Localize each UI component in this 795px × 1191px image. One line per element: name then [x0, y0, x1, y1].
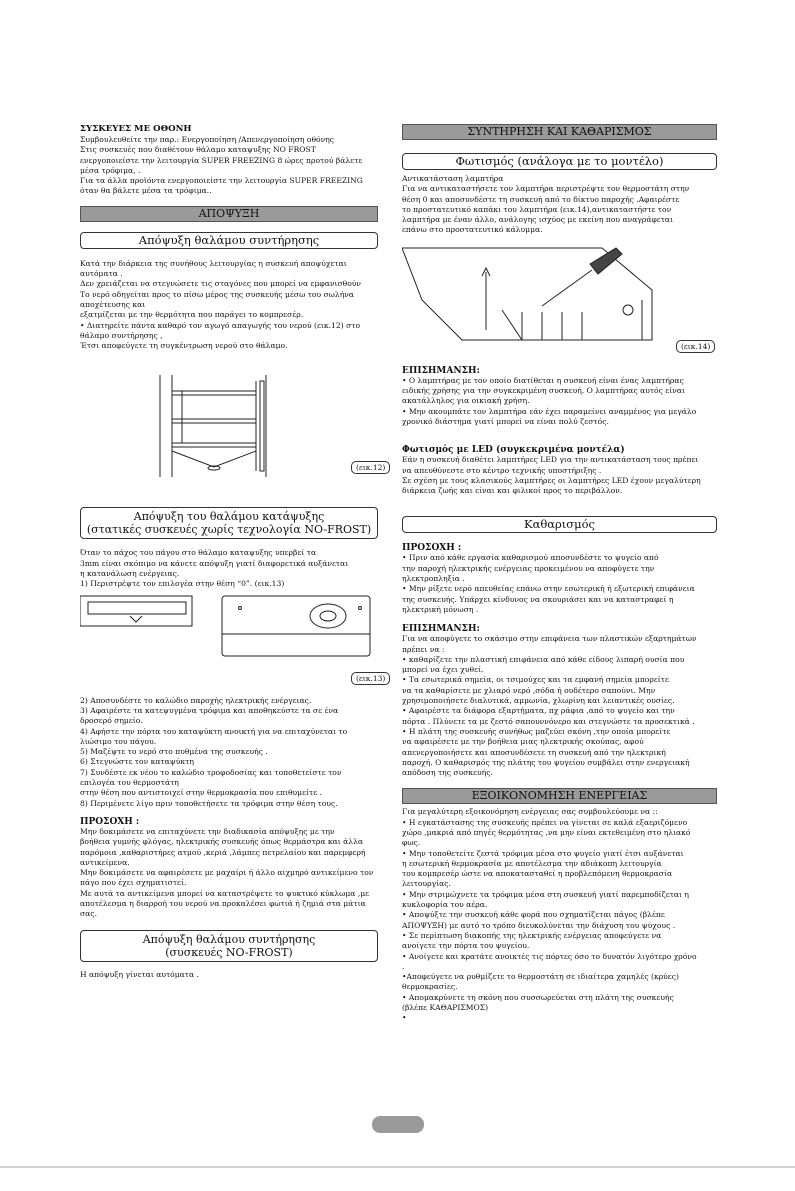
text-line: Έτσι αποφεύγετε τη συγκέντρωση νερού στο θάλαμο. — [80, 341, 288, 351]
fridge-defrost-heading: Απόψυξη θαλάμου συντήρησης — [80, 232, 378, 249]
text-line: να αφαιρέσετε με την βοήθεια μιας ηλεκτρικής σκούπας, αφού — [402, 737, 644, 747]
text-line: ΑΠΟΨΥΞΗ) με αυτό το τρόπο διευκολύνεται την διάχυση του ψύχους . — [402, 920, 676, 930]
step-line: στην θέση που αντιστοιχεί στην θερμοκρασία που επιθυμείτε . — [80, 788, 322, 798]
text-line: • Αφαιρέστε τα διάφορα εξαρτήματα, πχ ράφια ,από το ψυγείο και την — [402, 706, 675, 716]
lamp-cover-illustration — [402, 240, 717, 358]
text-line: Όταν το πάχος του πάγου στο θάλαμο καταψυξης υπερβεί τα — [80, 548, 317, 558]
text-line: • Ο λαμπτήρας με τον οποίο διατίθεται η συσκευή είναι ένας λαμπτήρας — [402, 375, 684, 385]
text-line: το προστατευτικό καπάκι του λαμπτήρα (εικ.14),αντικαταστήστε τον — [402, 204, 672, 214]
text-line: η κατανάλωση ενέργειας. — [80, 569, 180, 579]
display-devices-text — [80, 135, 378, 197]
cleaning-heading: Καθαρισμός — [402, 516, 717, 533]
text-line: • καθαρίζετε την πλαστική επιφάνεια από κάθε είδους λιπαρή ουσία που — [402, 654, 685, 664]
text-line: αυτόματα . — [80, 269, 123, 279]
text-line: • Διατηρείτε πάντα καθαρό τον αγωγό απαγωγής του νερού (εικ.12) στο — [80, 320, 361, 330]
step-line: επιλογέα του θερμοστάτη — [80, 778, 179, 788]
text-line: Σε σχέση με τους κλασικούς λαμπτήρες οι λαμπτήρες LED έχουν μεγαλύτερη — [402, 475, 701, 485]
text-line: . — [402, 961, 405, 971]
figure-12-label: (εικ.12) — [351, 461, 390, 474]
text-line: ηλεκτρική μόνωση . — [402, 604, 479, 614]
freezer-defrost-title: Απόψυξη του θαλάμου κατάψυξης — [133, 510, 325, 524]
text-line: κυκλοφορία του αέρα. — [402, 900, 488, 910]
text-line: πρέπει να : — [402, 644, 445, 654]
step-line: λιώσιμο του πάγου. — [80, 736, 157, 746]
text-line: λαμπτήρα με έναν άλλο, ανάλογης ισχύος με εκείνη που αναγράφεται — [402, 215, 674, 225]
text-line: 3mm είναι σκόπιμο να κάνετε απόψυξη γιατί διαφορετικά αυξάνεται — [80, 558, 349, 568]
text-line: Κατά την διάρκεια της συνήθους λειτουργίας η συσκευή αποψύχεται — [80, 258, 347, 268]
text-line: Με αυτά τα αντικείμενα μπορεί να καταστρέψετε το ψυκτικό κύκλωμα ,με — [80, 888, 370, 898]
text-line: Μην δοκιμάσετε να επιταχύνετε την διαδικασία απόψυξης με την — [80, 826, 335, 836]
nofrost-defrost-title: Απόψυξη θαλάμου συντήρησης — [142, 932, 316, 946]
text-line: θάλαμο συντήρησης , — [80, 330, 163, 340]
text-line: •Αποφεύγετε να ρυθμίζετε το θερμοστάτη σε ιδιαίτερα χαμηλές (κρύες) — [402, 972, 679, 982]
step-line: 4) Αφήστε την πόρτα του καταψύκτη ανοικτή για να επιταχύνεται το — [80, 726, 348, 736]
text-line: • Μην ακουμπάτε τον λαμπτήρα εάν έχει παραμείνει αναμμένος για μεγάλο — [402, 406, 697, 416]
text-line: σας. — [80, 909, 97, 919]
lamp-note-text — [402, 376, 717, 427]
lighting-heading: Φωτισμός (ανάλογα με το μοντέλο) — [402, 153, 717, 170]
fridge-interior-illustration — [80, 371, 378, 481]
freezer-defrost-heading — [80, 507, 378, 539]
text-line: • Μην ρίξετε νερό απευθείας επάνω στην εσωτερική ή εξωτερική επιφάνεια — [402, 584, 695, 594]
freezer-defrost-subtitle: (στατικές συσκευές χωρίς τεχνολογία NO-FROST) — [86, 523, 372, 537]
text-line: η εσωτερική θερμοκρασία με αποτέλεσμα την αδιάκοπη λειτουργία — [402, 858, 662, 868]
maintenance-section-bar: ΣΥΝΤΗΡΗΣΗ ΚΑΙ ΚΑΘΑΡΙΣΜΟΣ — [402, 124, 717, 140]
text-line: Το νερό οδηγείται προς το πίσω μέρος της συσκευής μέσω του σωλήνα — [80, 289, 354, 299]
text-line: Για τα άλλα προϊόντα ενεργοποιείστε την λειτουργία SUPER FREEZING — [80, 176, 363, 186]
text-line: ανοίγετε την πόρτα του ψυγείου. — [402, 941, 530, 951]
text-line: Για να αποφύγετε το σκάσιμο στην επιφάνεια των πλαστικών εξαρτημάτων — [402, 634, 697, 644]
text-line: Στις συσκευές που διαθέτουν θάλαμο καταψυξης NO FROST — [80, 145, 316, 155]
right-caution-text — [402, 553, 717, 615]
led-lighting-text — [402, 455, 717, 496]
defrost-section-bar: ΑΠΟΨΥΞΗ — [80, 206, 378, 222]
figure-14 — [402, 240, 717, 358]
text-line: Δεν χρειάζεται να στεγνώσετε τις σταγόνες που μπορεί να εμφανισθούν — [80, 279, 362, 289]
text-line: της συσκευής. Υπάρχει κίνδυνος να σκουριάσει και να καταστραφεί η — [402, 594, 674, 604]
text-line: • Πριν από κάθε εργασία καθαρισμού αποσυνδέστε το ψυγείο από — [402, 553, 659, 563]
text-line: πάγο που έχει σχηματιστεί. — [80, 878, 187, 888]
figure-13-label: (εικ.13) — [351, 672, 390, 685]
text-line: παρόμοια ,καθαριστήρες ατμού ,κεριά ,λάμπες πετρελαίου και παρεμφερή — [80, 847, 366, 857]
text-line: (βλέπε ΚΑΘΑΡΙΣΜΟΣ) — [402, 1003, 489, 1013]
cleaning-note-text — [402, 634, 717, 778]
step-line: δροσερό σημείο. — [80, 716, 143, 726]
text-line: Συμβουλευθείτε την παρ.: Ενεργοποίηση /Απενεργοποίηση οθόνης — [80, 135, 335, 144]
lighting-text — [402, 174, 717, 236]
energy-saving-bar: ΕΞΟΙΚΟΝΟΜΗΣΗ ΕΝΕΡΓΕΙΑΣ — [402, 788, 717, 804]
bottom-registration-marks — [0, 1162, 795, 1172]
lamp-note-title: ΕΠΙΣΗΜΑΝΣΗ: — [402, 365, 480, 376]
figure-13 — [80, 594, 386, 684]
text-line: παροχή. Ο καθαρισμός της πλάτης του ψυγείου συμβάλει στην ενεργειακή — [402, 757, 690, 767]
text-line: απενεργοποιήσετε και αποσυνδέσετε τη συσκευή από την ηλεκτρική — [402, 747, 666, 757]
text-line: να τα καθαρίσετε με χλιαρό νερό ,σόδα ή ουδέτερο σαπούνι. Μην — [402, 685, 656, 695]
text-line: ακατάλληλος για οικιακή χρήση. — [402, 396, 530, 406]
text-line: • — [402, 1013, 407, 1023]
text-line: χρησιμοποιήσετε διαλυτικά, αμμωνία, χλωρίνη και λειαντικές ουσίες. — [402, 696, 675, 706]
cleaning-note-title: ΕΠΙΣΗΜΑΝΣΗ: — [402, 624, 480, 635]
text-line: θέση 0 και αποσυνδέστε τη συσκευή από το δίκτυο παροχής .Αφαιρέστε — [402, 194, 680, 204]
text-line: Μην δοκιμάσετε να αφαιρέσετε με μαχαίρι ή άλλο αιχμηρό αντικείμενο τον — [80, 868, 374, 878]
left-caution-title: ΠΡΟΣΟΧΗ : — [80, 816, 140, 827]
text-line: ηλεκτροπληξία . — [402, 574, 465, 584]
led-lighting-title: Φωτισμός με LED (συγκεκριμένα μοντέλα) — [402, 445, 625, 456]
text-line: του κομπρεσέρ ώστε να αποκατασταθεί η προβλεπόμενη θερμοκρασία — [402, 869, 673, 879]
text-line: • Ανοίγετε και κρατάτε ανοικτές τις πόρτες όσο το δυνατόν λιγότερο χρόνο — [402, 951, 697, 961]
text-line: χώρο ,μακριά από πηγές θερμότητας ,να μην είναι εκτεθειμένη στο ηλιακό — [402, 827, 691, 837]
left-column — [80, 124, 386, 980]
step-line: 7) Συνδέστε εκ νέου το καλώδιο τροφοδοσίας και τοποθετείστε τον — [80, 767, 342, 777]
text-line: • Μην στριμώχνετε τα τρόφιμα μέσα στη συσκευή γιατί παρεμποδίζεται η — [402, 889, 689, 899]
display-devices-title: ΣΥΣΚΕΥΕΣ ΜΕ ΟΘΟΝΗ — [80, 124, 192, 134]
text-line: την παροχή ηλεκτρικής ενέργειας προκειμένου να αποφύγετε την — [402, 563, 655, 573]
thermostat-control-illustration — [80, 594, 378, 684]
text-line: μέσα τρόφιμα, . — [80, 165, 141, 175]
text-line: • Η πλάτη της συσκευής συνήθως μαζεύει σκόνη ,την οποία μπορείτε — [402, 726, 671, 736]
step-line: 2) Αποσυνδέστε το καλώδιο παροχής ηλεκτρικής ενέργειας. — [80, 695, 312, 705]
step-line: 6) Στεγνώστε τον καταψύκτη — [80, 757, 194, 767]
text-line: Για μεγαλύτερη εξοικονόμηση ενέργειας σας συμβουλεύουμε να :: — [402, 807, 658, 817]
text-line: θερμοκρασίες. — [402, 982, 458, 992]
energy-saving-text — [402, 807, 717, 1023]
nofrost-defrost-heading — [80, 930, 378, 962]
page-number-tab — [372, 1116, 424, 1133]
text-line: εξατμίζεται με την θερμότητα που παράγει το κομπρεσέρ. — [80, 310, 304, 320]
text-line: επάνω στο προστατευτικό κάλυμμα. — [402, 225, 543, 235]
text-line: ειδικής χρήσης για την συγκεκριμένη συσκευή. Ο λαμπτήρας αυτός είναι — [402, 386, 685, 396]
right-column — [402, 124, 717, 1024]
text-line: απόδοση της συσκευής. — [402, 768, 493, 778]
text-line: όταν θα βάλετε μέσα τα τρόφιμα.. — [80, 186, 212, 196]
text-line: χρονικό διάστημα γιατί μπορεί να είναι πολύ ζεστός. — [402, 416, 609, 426]
text-line: • Μην τοποθετείτε ζεστά τρόφιμα μέσα στο ψυγείο γιατί έτσι αυξάνεται — [402, 848, 684, 858]
fridge-defrost-text — [80, 259, 378, 352]
text-line: • Αποψύξτε την συσκευή κάθε φορά που σχηματίζεται πάγος (βλέπε — [402, 910, 665, 920]
freezer-defrost-text — [80, 548, 378, 589]
nofrost-defrost-text — [80, 970, 378, 980]
right-caution-title: ΠΡΟΣΟΧΗ : — [402, 543, 462, 554]
figure-12 — [80, 371, 386, 481]
text-line: • Σε περίπτωση διακοπής της ηλεκτρικής ενέργειας αποφεύγετε να — [402, 930, 662, 940]
text-line: μπορεί να έχει χυθεί. — [402, 665, 484, 675]
text-line: πόρτα . Πλύνετε τα με ζεστό σαπουννόνερο και στεγνώστε τα προσεκτικά . — [402, 716, 695, 726]
step-line: 3) Αφαιρέστε τα κατεψυγμένα τρόφιμα και αποθηκεύστε τα σε ένα — [80, 705, 339, 715]
text-line: • Τα εσωτερικά σημεία, οι τσιμούχες και τα εμφανή σημεία μπορείτε — [402, 675, 669, 685]
step-line: 8) Περιμένετε λίγο πριν τοποθετήσετε τα τρόφιμα στην θέση τους. — [80, 798, 338, 808]
text-line: Η απόψυξη γίνεται αυτόματα . — [80, 969, 199, 979]
text-line: • Η εγκατάστασης της συσκευής πρέπει να γίνεται σε καλά εξαεριζόμενο — [402, 817, 688, 827]
text-line: φως. — [402, 838, 421, 848]
nofrost-defrost-subtitle: (συσκευές NO-FROST) — [165, 945, 293, 959]
text-line: διάρκεια ζωής και είναι και φιλικοί προς το περιβάλλον. — [402, 486, 623, 496]
text-line: βοήθεια γυμνής φλόγας, ηλεκτρικής συσκευής όπως θερμάστρα και άλλα — [80, 837, 364, 847]
text-line: • Απομακρύνετε τη σκόνη που συσσωρεύεται στη πλάτη της συσκευής — [402, 992, 674, 1002]
text-line: αποχέτευσης και — [80, 299, 146, 309]
figure-14-label: (εικ.14) — [676, 340, 715, 353]
text-line: Για να αντικαταστήσετε τον λαμπτήρα περιστρέψτε τον θερμοστάτη στην — [402, 184, 690, 194]
text-line: Αντικατάσταση λαμπτήρα — [402, 174, 504, 183]
left-caution-text — [80, 827, 378, 920]
defrost-steps — [80, 696, 378, 809]
text-line: ενεργοποιείστε την λειτουργία SUPER FREEZING 8 ώρες προτού βάλετε — [80, 155, 363, 165]
step-line: 5) Μαζέψτε το νερό στο πυθμένα της συσκευής . — [80, 747, 268, 757]
text-line: λειτουργίας. — [402, 879, 451, 889]
text-line: Εάν η συσκευή διαθέτει λαμπτήρες LED για την αντικατάσταση τους πρέπει — [402, 455, 699, 465]
text-line: αντικείμενα. — [80, 857, 130, 867]
text-line: να απευθύνεστε στο κέντρο τεχνικής υποστήριξης . — [402, 465, 602, 475]
text-line: 1) Περιστρέψτε τον επιλογέα στην θέση “0”. (εικ.13) — [80, 579, 285, 589]
text-line: αποτέλεσμα η διαρροή του νερού να προκαλέσει φωτιά ή ζημιά στα μάτια — [80, 898, 366, 908]
